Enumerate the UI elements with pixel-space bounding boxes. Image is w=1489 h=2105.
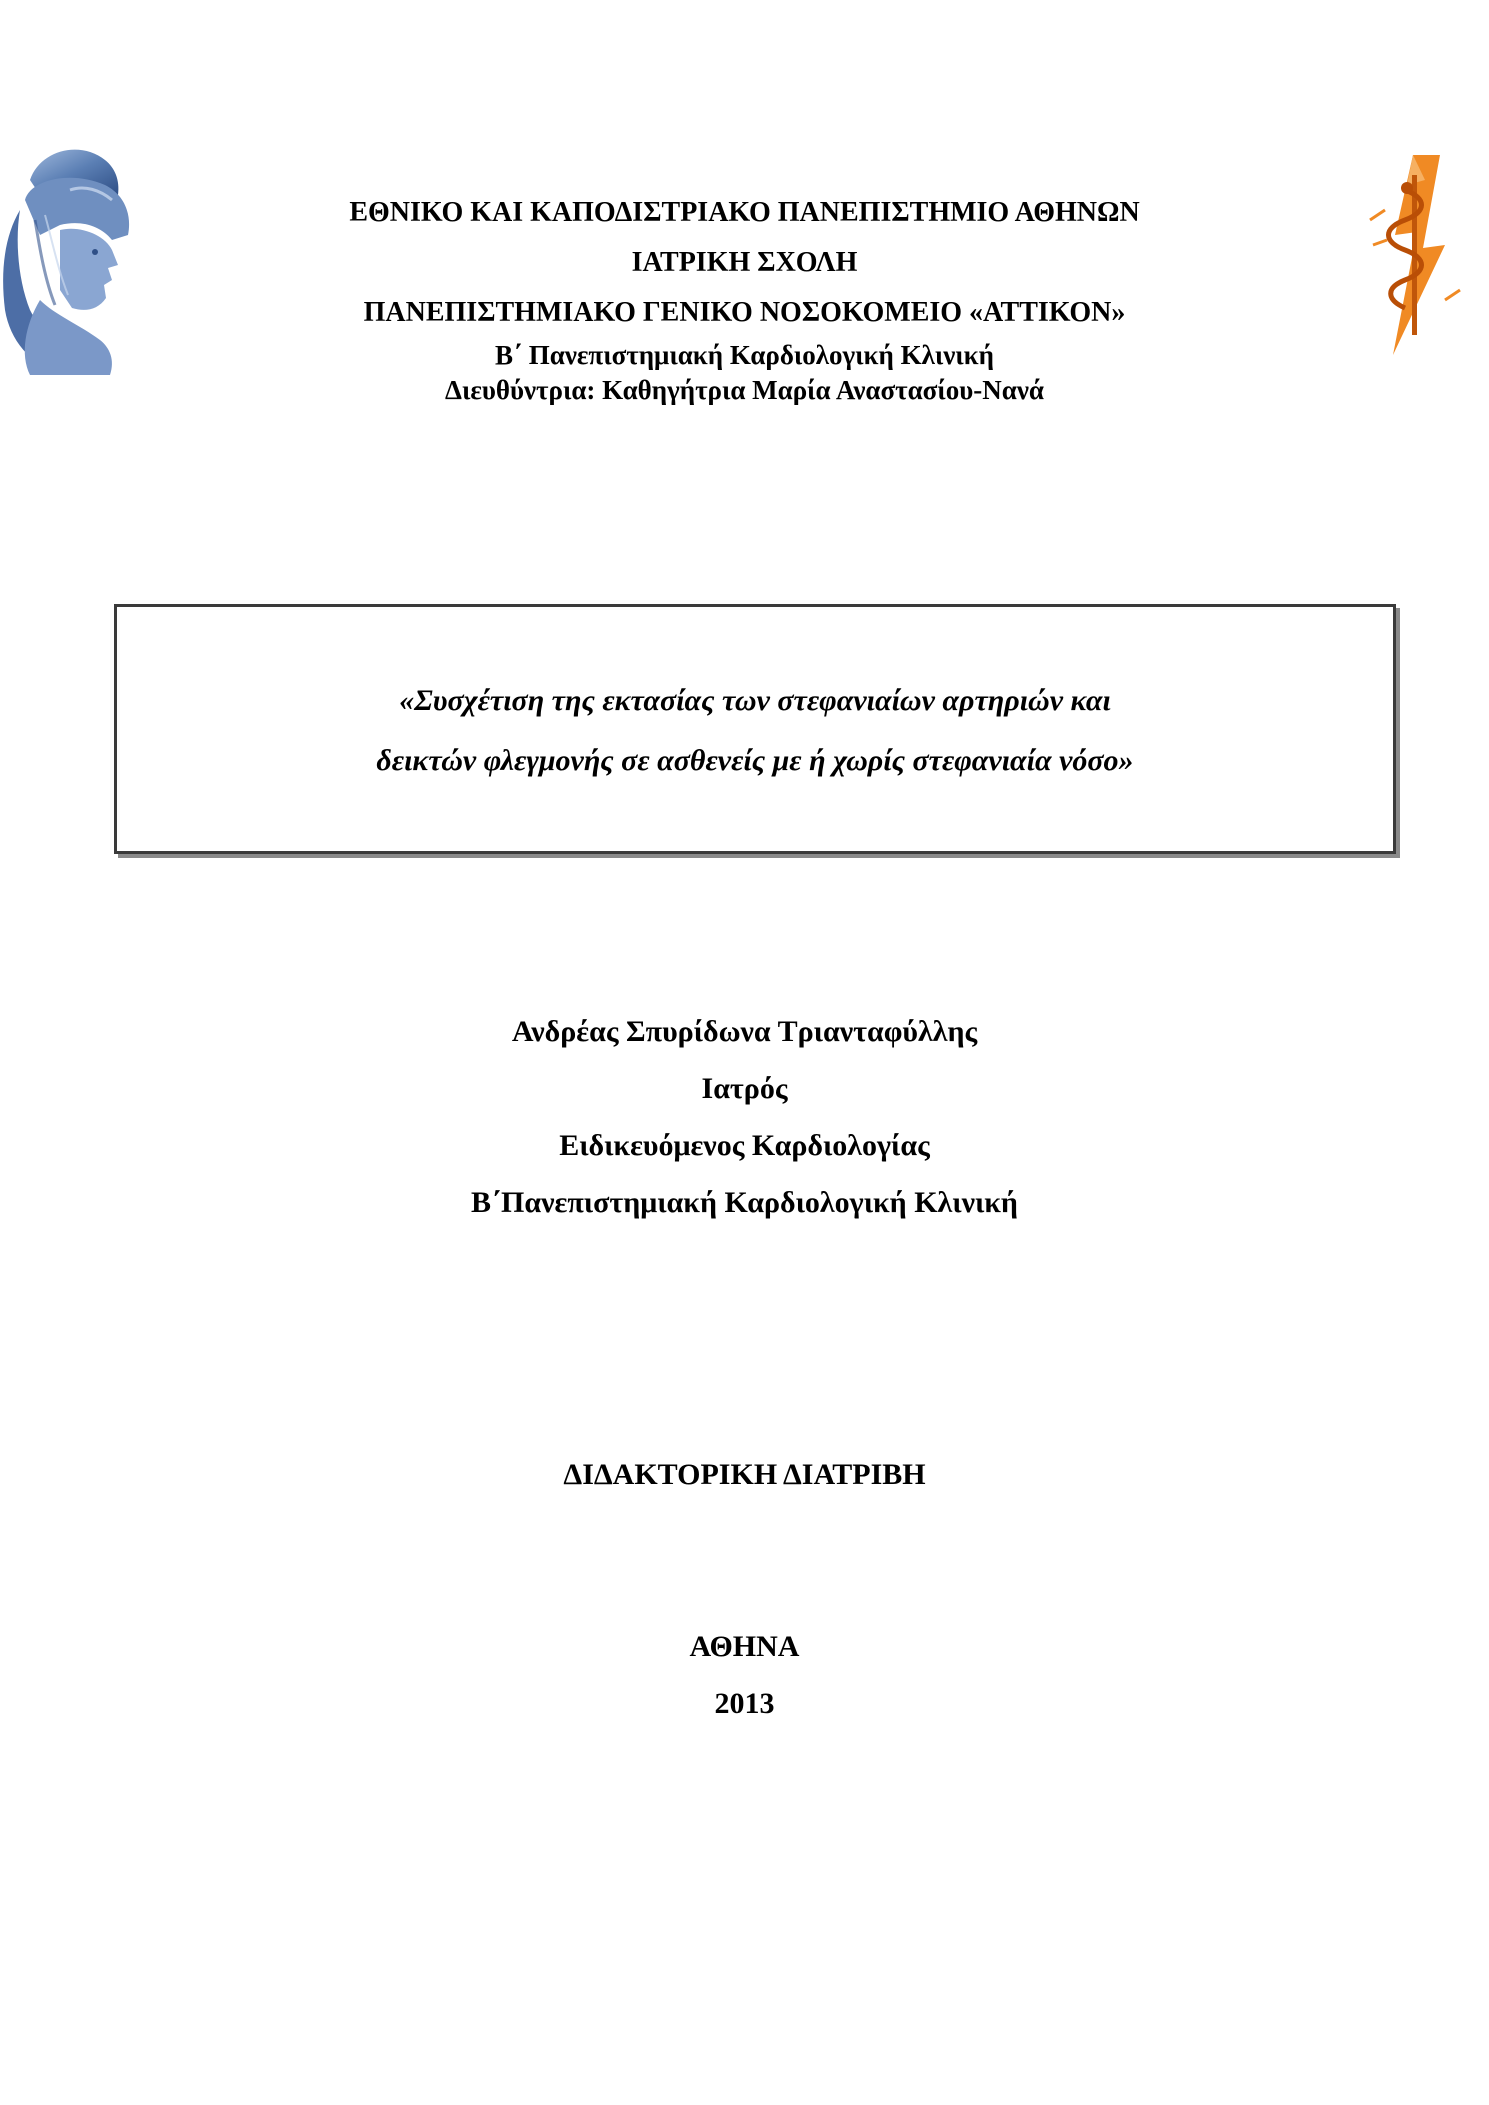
- author-role: Ιατρός: [701, 1072, 788, 1105]
- title-line-2: δεικτών φλεγμονής σε ασθενείς με ή χωρίς στεφανιαία νόσο»: [376, 744, 1134, 777]
- clinic-name: Β΄ Πανεπιστημιακή Καρδιολογική Κλινική: [495, 340, 994, 370]
- author-clinic: Β΄Πανεπιστημιακή Καρδιολογική Κλινική: [471, 1186, 1018, 1219]
- title-line-1: «Συσχέτιση της εκτασίας των στεφανιαίων αρτηριών και: [399, 684, 1111, 717]
- thesis-title-box: [114, 604, 1396, 854]
- place: ΑΘΗΝΑ: [689, 1630, 800, 1663]
- director-line: Διευθύντρια: Καθηγήτρια Μαρία Αναστασίου-Νανά: [445, 375, 1044, 405]
- university-name: ΕΘΝΙΚΟ ΚΑΙ ΚΑΠΟΔΙΣΤΡΙΑΚΟ ΠΑΝΕΠΙΣΤΗΜΙΟ ΑΘΗΝΩΝ: [349, 197, 1140, 228]
- place-and-year: [0, 1618, 1489, 1732]
- author-specialty: Ειδικευόμενος Καρδιολογίας: [559, 1129, 930, 1162]
- institution-header: [0, 188, 1489, 408]
- author-name: Ανδρέας Σπυρίδωνα Τριανταφύλλης: [511, 1015, 978, 1048]
- author-block: [0, 1003, 1489, 1231]
- document-type: ΔΙΔΑΚΤΟΡΙΚΗ ΔΙΑΤΡΙΒΗ: [563, 1458, 926, 1491]
- hospital-name: ΠΑΝΕΠΙΣΤΗΜΙΑΚΟ ΓΕΝΙΚΟ ΝΟΣΟΚΟΜΕΙΟ «ΑΤΤΙΚΟΝ»: [363, 297, 1126, 328]
- school-name: ΙΑΤΡΙΚΗ ΣΧΟΛΗ: [631, 247, 858, 278]
- year: 2013: [714, 1687, 775, 1720]
